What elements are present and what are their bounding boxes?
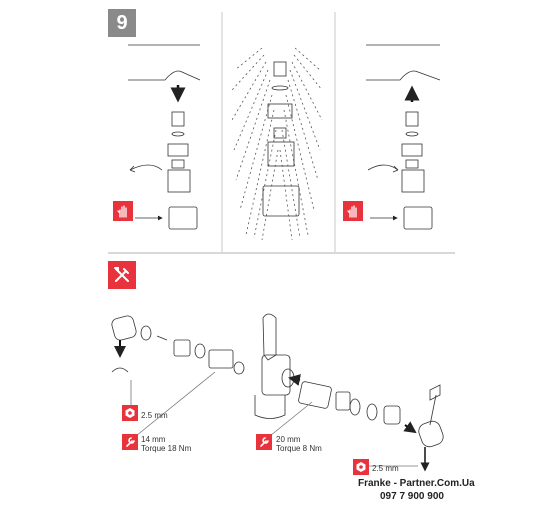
wrench-right-torque-label: Torque 8 Nm bbox=[276, 444, 322, 453]
hex-key-icon bbox=[122, 405, 138, 421]
handle-assembly-right bbox=[298, 381, 445, 449]
step-number-badge: 9 bbox=[108, 9, 136, 37]
hex-right-size-label: 2.5 mm bbox=[372, 464, 399, 473]
hex-left-size-label: 2.5 mm bbox=[141, 411, 168, 420]
center-arrow bbox=[290, 378, 300, 380]
rotate-arrow-right bbox=[368, 165, 398, 170]
watermark-line-2: 097 7 900 900 bbox=[380, 491, 444, 502]
wrench-icon bbox=[122, 434, 138, 450]
wrench-icon bbox=[256, 434, 272, 450]
leader-wrench-left bbox=[131, 372, 215, 440]
hex-key-icon bbox=[353, 459, 369, 475]
spout-right bbox=[366, 45, 440, 80]
spout-left bbox=[128, 45, 200, 80]
rotate-arrow-left bbox=[130, 165, 162, 170]
wrench-right-size-label: 20 mm bbox=[276, 435, 301, 444]
right-side-arrow bbox=[405, 425, 415, 432]
handle-assembly-left bbox=[111, 315, 244, 374]
watermark-line-1: Franke - Partner.Com.Ua bbox=[358, 478, 475, 489]
left-rotate-mark bbox=[112, 368, 128, 372]
wrench-left-torque-label: Torque 18 Nm bbox=[141, 444, 192, 453]
cartridge-stack-left bbox=[168, 112, 197, 229]
hand-icon bbox=[113, 201, 133, 221]
tools-icon bbox=[108, 261, 136, 289]
spray-lines bbox=[232, 48, 322, 240]
hand-icon bbox=[343, 201, 363, 221]
cartridge-stack-right bbox=[402, 112, 432, 229]
mixer-body bbox=[255, 314, 294, 419]
wrench-left-size-label: 14 mm bbox=[141, 435, 166, 444]
